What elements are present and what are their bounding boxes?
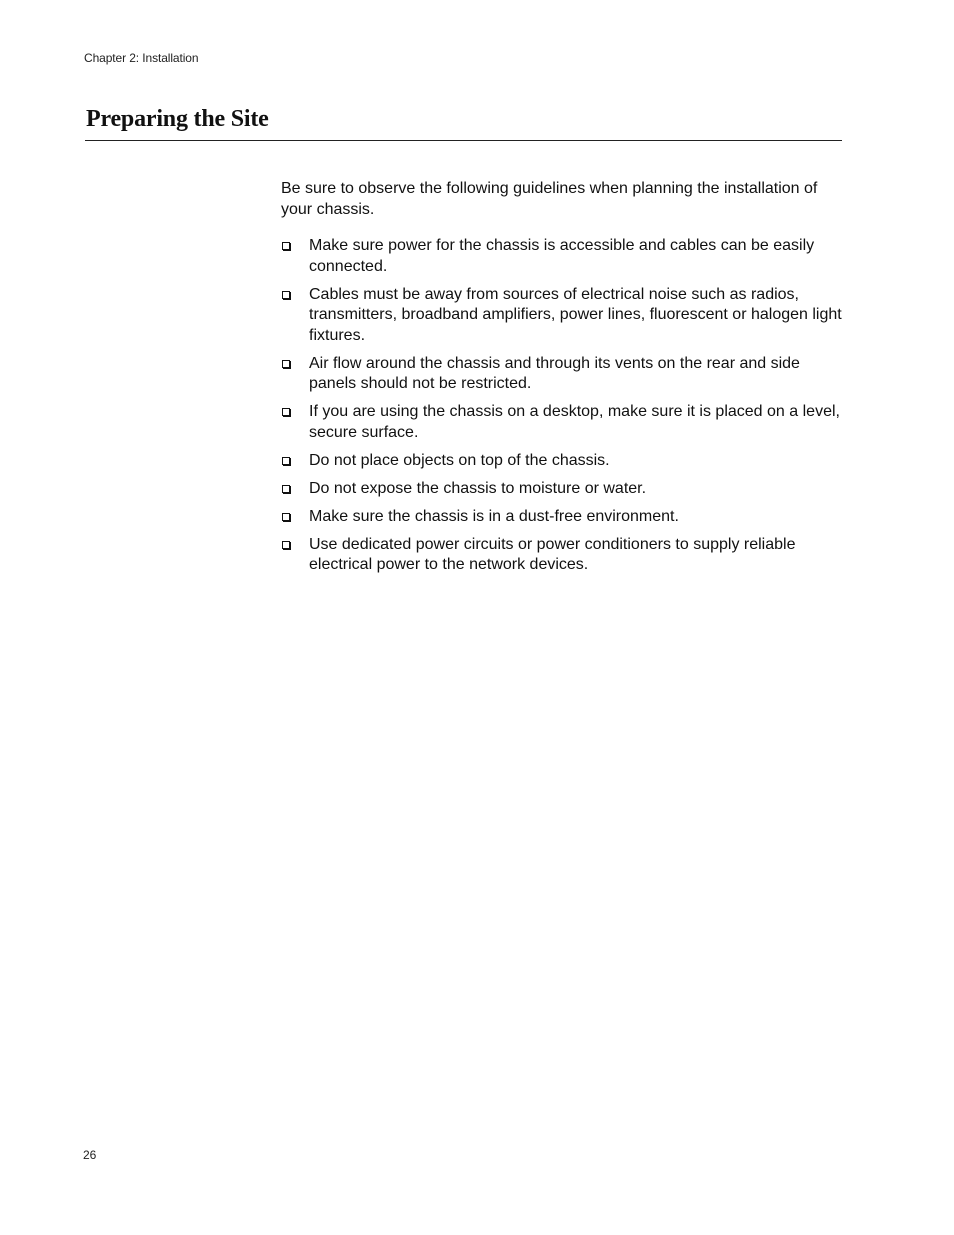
checkbox-bullet-icon [282,242,290,250]
list-item-text: Make sure power for the chassis is accessible and cables can be easily connected. [309,237,815,275]
section-title: Preparing the Site [86,106,269,132]
title-rule [85,140,842,141]
checkbox-bullet-icon [282,485,290,493]
checkbox-bullet-icon [282,360,290,368]
checkbox-bullet-icon [282,513,290,521]
checkbox-bullet-icon [282,291,290,299]
list-item [281,535,843,576]
checkbox-bullet-icon [282,541,290,549]
intro-paragraph: Be sure to observe the following guidelines when planning the installation of your chassis. [281,180,818,218]
list-item-text: Do not place objects on top of the chassis. [309,451,610,469]
list-item [281,285,843,347]
page-number: 26 [83,1148,97,1162]
list-item [281,479,843,500]
body-content [281,179,843,583]
list-item-text: Do not expose the chassis to moisture or water. [309,479,647,497]
guidelines-list [281,236,843,576]
checkbox-bullet-icon [282,408,290,416]
running-header: Chapter 2: Installation [84,51,199,65]
list-item-text: Use dedicated power circuits or power conditioners to supply reliable electrical power to the network devices. [309,535,796,573]
list-item-text: Cables must be away from sources of electrical noise such as radios, transmitters, broadband amplifiers, power lines, fluorescent or halogen light fixtures. [309,285,842,344]
list-item [281,402,843,443]
list-item-text: Air flow around the chassis and through its vents on the rear and side panels should not be restricted. [309,354,800,392]
checkbox-bullet-icon [282,457,290,465]
list-item [281,236,843,277]
list-item [281,507,843,528]
list-item [281,451,843,472]
list-item [281,354,843,395]
list-item-text: Make sure the chassis is in a dust-free environment. [309,507,679,525]
list-item-text: If you are using the chassis on a desktop, make sure it is placed on a level, secure surface. [309,403,840,441]
